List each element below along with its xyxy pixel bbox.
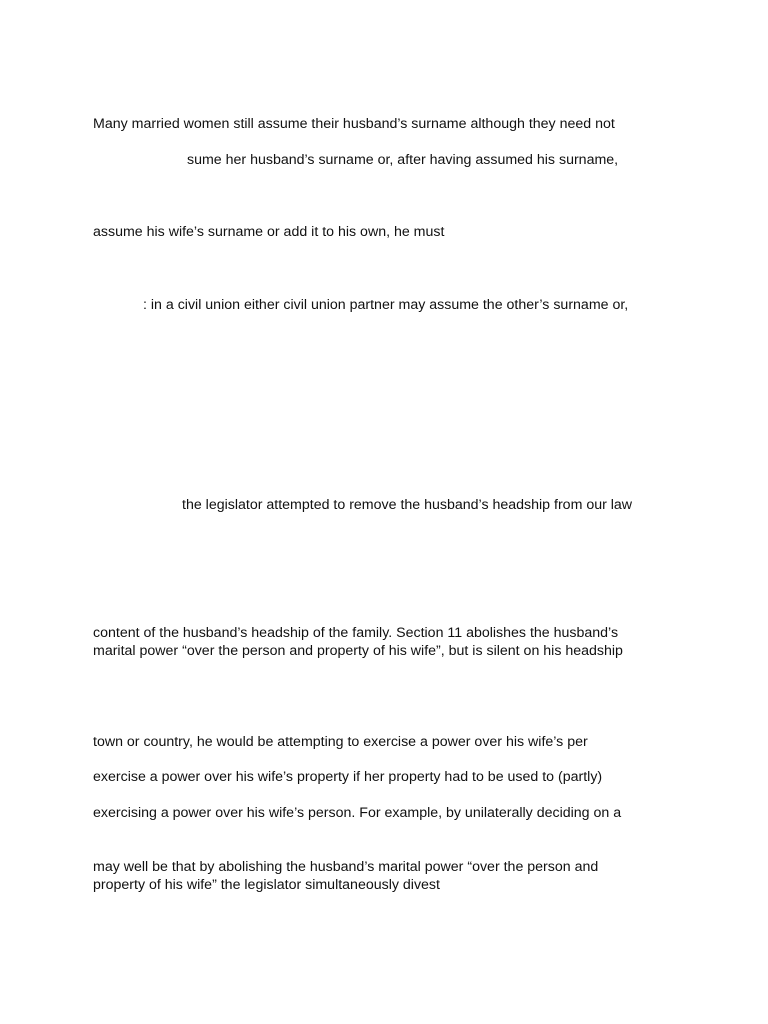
text-line: sume her husband’s surname or, after having assumed his surname, bbox=[187, 152, 619, 168]
text-line: marital power “over the person and property of his wife”, but is silent on his headship bbox=[93, 643, 623, 659]
text-line: Many married women still assume their husband’s surname although they need not bbox=[93, 116, 615, 132]
text-line: assume his wife’s surname or add it to his own, he must bbox=[93, 224, 445, 240]
text-line: exercising a power over his wife’s person. For example, by unilaterally deciding on a bbox=[93, 805, 622, 821]
text-line: exercise a power over his wife’s property if her property had to be used to (partly) bbox=[93, 769, 603, 785]
text-line: property of his wife” the legislator simultaneously divest bbox=[93, 877, 440, 893]
text-line: : in a civil union either civil union partner may assume the other’s surname or, bbox=[143, 297, 629, 313]
text-line: may well be that by abolishing the husband’s marital power “over the person and bbox=[93, 859, 599, 875]
text-line: the legislator attempted to remove the husband’s headship from our law bbox=[182, 497, 633, 513]
text-line: town or country, he would be attempting to exercise a power over his wife’s per bbox=[93, 734, 588, 750]
text-line: content of the husband’s headship of the family. Section 11 abolishes the husband’s bbox=[93, 625, 619, 641]
